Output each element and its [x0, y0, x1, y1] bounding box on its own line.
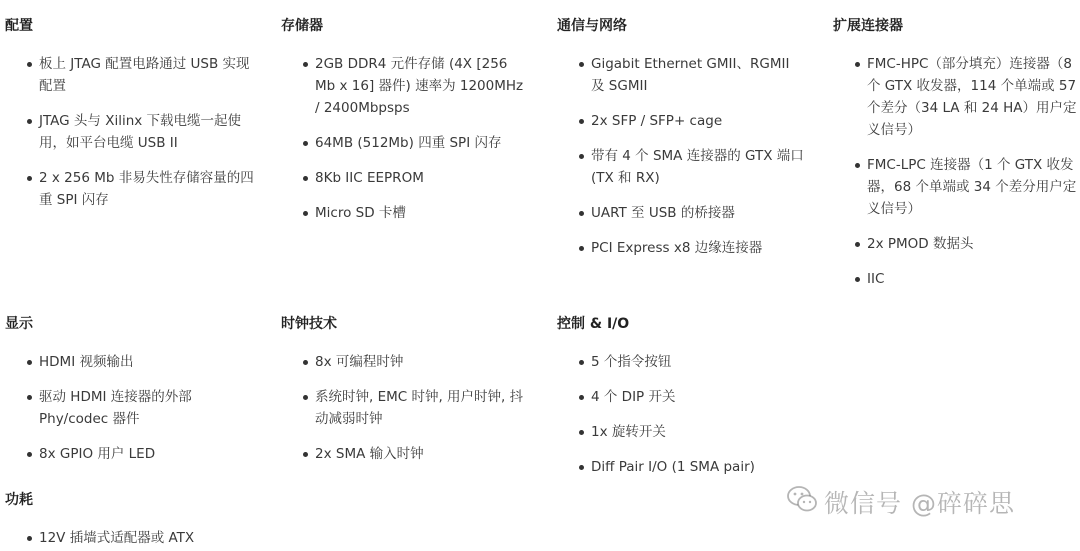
- feature-list: [5, 351, 255, 465]
- section-display: [5, 315, 255, 465]
- feature-list: [281, 351, 531, 465]
- watermark: [786, 484, 1015, 520]
- list-item: Gigabit Ethernet GMII、RGMII 及 SGMII: [557, 53, 807, 97]
- section-title: 存储器: [281, 18, 323, 34]
- section-expansion: [833, 17, 1078, 290]
- list-item: 带有 4 个 SMA 连接器的 GTX 端口 (TX 和 RX): [557, 145, 807, 189]
- section-storage: [281, 17, 531, 224]
- list-item: IIC: [833, 268, 1078, 290]
- section-title: 功耗: [5, 492, 33, 508]
- list-item: 板上 JTAG 配置电路通过 USB 实现配置: [5, 53, 255, 97]
- wechat-icon: [786, 484, 818, 520]
- section-title: 扩展连接器: [833, 18, 903, 34]
- list-item: 8x 可编程时钟: [281, 351, 531, 373]
- feature-list: [5, 527, 255, 549]
- list-item: 驱动 HDMI 连接器的外部 Phy/codec 器件: [5, 386, 255, 430]
- section-clock: [281, 315, 531, 465]
- section-power: [5, 491, 255, 549]
- feature-list: [833, 53, 1078, 290]
- list-item: FMC-HPC（部分填充）连接器（8 个 GTX 收发器，114 个单端或 57 个差分（34 LA 和 24 HA）用户定义信号）: [833, 53, 1078, 141]
- section-config: [5, 17, 255, 211]
- section-control-io: [557, 315, 807, 478]
- list-item: HDMI 视频输出: [5, 351, 255, 373]
- feature-list: [557, 351, 807, 478]
- list-item: 2GB DDR4 元件存储 (4X [256 Mb x 16] 器件) 速率为 1200MHz / 2400Mbpsps: [281, 53, 531, 119]
- list-item: 4 个 DIP 开关: [557, 386, 807, 408]
- section-title: 控制 & I/O: [557, 316, 630, 332]
- feature-list: [557, 53, 807, 259]
- section-title: 配置: [5, 18, 33, 34]
- list-item: UART 至 USB 的桥接器: [557, 202, 807, 224]
- list-item: FMC-LPC 连接器（1 个 GTX 收发器，68 个单端或 34 个差分用户定义信号）: [833, 154, 1078, 220]
- list-item: PCI Express x8 边缘连接器: [557, 237, 807, 259]
- section-communication: [557, 17, 807, 259]
- list-item: 2 x 256 Mb 非易失性存储容量的四重 SPI 闪存: [5, 167, 255, 211]
- section-title: 通信与网络: [557, 18, 627, 34]
- list-item: 1x 旋转开关: [557, 421, 807, 443]
- list-item: 64MB (512Mb) 四重 SPI 闪存: [281, 132, 531, 154]
- list-item: Diff Pair I/O (1 SMA pair): [557, 456, 807, 478]
- list-item: 5 个指令按钮: [557, 351, 807, 373]
- list-item: 2x PMOD 数据头: [833, 233, 1078, 255]
- list-item: 12V 插墙式适配器或 ATX: [5, 527, 255, 549]
- list-item: 2x SFP / SFP+ cage: [557, 110, 807, 132]
- list-item: JTAG 头与 Xilinx 下载电缆一起使用，如平台电缆 USB II: [5, 110, 255, 154]
- section-title: 时钟技术: [281, 316, 337, 332]
- list-item: Micro SD 卡槽: [281, 202, 531, 224]
- watermark-text: 微信号 @碎碎思: [824, 489, 1015, 518]
- list-item: 8x GPIO 用户 LED: [5, 443, 255, 465]
- feature-list: [5, 53, 255, 211]
- feature-list: [281, 53, 531, 224]
- section-title: 显示: [5, 316, 33, 332]
- list-item: 8Kb IIC EEPROM: [281, 167, 531, 189]
- list-item: 系统时钟, EMC 时钟, 用户时钟, 抖动减弱时钟: [281, 386, 531, 430]
- list-item: 2x SMA 输入时钟: [281, 443, 531, 465]
